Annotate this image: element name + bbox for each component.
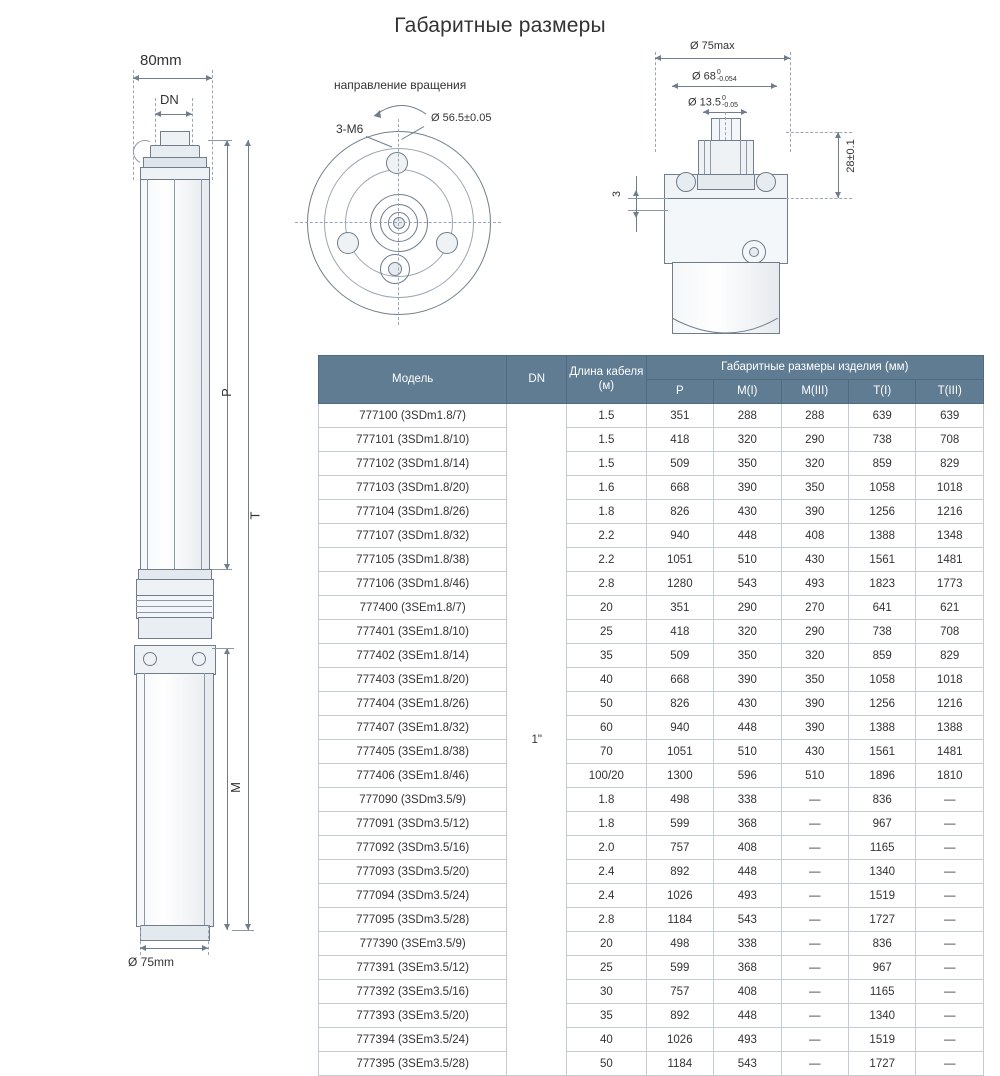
cell-p: 1280 bbox=[646, 572, 713, 596]
table-row bbox=[319, 620, 984, 644]
cell-p: 940 bbox=[646, 524, 713, 548]
cell-model: 777106 (3SDm1.8/46) bbox=[319, 572, 507, 596]
cell-mi: 408 bbox=[714, 836, 781, 860]
cell-mi: 368 bbox=[714, 956, 781, 980]
table-row bbox=[319, 668, 984, 692]
cell-cable: 25 bbox=[567, 620, 646, 644]
cell-model: 777391 (3SEm3.5/12) bbox=[319, 956, 507, 980]
cell-model: 777406 (3SEm1.8/46) bbox=[319, 764, 507, 788]
cell-ti: 1388 bbox=[848, 716, 915, 740]
table-row bbox=[319, 452, 984, 476]
cell-miii: — bbox=[781, 1028, 848, 1052]
cell-p: 498 bbox=[646, 932, 713, 956]
cell-tiii: 829 bbox=[916, 644, 984, 668]
cell-miii: 408 bbox=[781, 524, 848, 548]
cell-mi: 320 bbox=[714, 620, 781, 644]
cell-p: 1184 bbox=[646, 1052, 713, 1076]
cell-miii: — bbox=[781, 908, 848, 932]
table-row bbox=[319, 764, 984, 788]
cell-model: 777405 (3SEm1.8/38) bbox=[319, 740, 507, 764]
cell-ti: 859 bbox=[848, 644, 915, 668]
cell-p: 940 bbox=[646, 716, 713, 740]
cell-mi: 510 bbox=[714, 740, 781, 764]
cell-model: 777402 (3SEm1.8/14) bbox=[319, 644, 507, 668]
cell-p: 509 bbox=[646, 644, 713, 668]
cell-cable: 30 bbox=[567, 980, 646, 1004]
cell-model: 777093 (3SDm3.5/20) bbox=[319, 860, 507, 884]
cell-tiii: — bbox=[916, 956, 984, 980]
cell-cable: 1.5 bbox=[567, 452, 646, 476]
cell-cable: 35 bbox=[567, 1004, 646, 1028]
bolt-left bbox=[676, 172, 696, 192]
cell-tiii: — bbox=[916, 884, 984, 908]
cell-tiii: — bbox=[916, 860, 984, 884]
cell-p: 1051 bbox=[646, 548, 713, 572]
cell-tiii: — bbox=[916, 980, 984, 1004]
cell-tiii: 1773 bbox=[916, 572, 984, 596]
cell-ti: 738 bbox=[848, 620, 915, 644]
cell-model: 777090 (3SDm3.5/9) bbox=[319, 788, 507, 812]
diam-135-label: Ø 13.5 bbox=[688, 96, 722, 109]
cell-p: 892 bbox=[646, 1004, 713, 1028]
cell-p: 509 bbox=[646, 452, 713, 476]
cell-cable: 1.5 bbox=[567, 404, 646, 428]
cell-cable: 2.4 bbox=[567, 860, 646, 884]
cell-p: 351 bbox=[646, 404, 713, 428]
cell-ti: 1561 bbox=[848, 548, 915, 572]
table-row bbox=[319, 860, 984, 884]
cell-ti: 1519 bbox=[848, 884, 915, 908]
cell-p: 418 bbox=[646, 620, 713, 644]
cell-cable: 2.8 bbox=[567, 908, 646, 932]
header-miii: M(III) bbox=[781, 380, 848, 404]
cell-mi: 543 bbox=[714, 572, 781, 596]
cell-model: 777395 (3SEm3.5/28) bbox=[319, 1052, 507, 1076]
cell-ti: 1165 bbox=[848, 836, 915, 860]
cell-mi: 448 bbox=[714, 524, 781, 548]
cell-model: 777103 (3SDm1.8/20) bbox=[319, 476, 507, 500]
cell-cable: 40 bbox=[567, 668, 646, 692]
diam-135-tol-lower: -0.05 bbox=[722, 102, 738, 110]
cell-ti: 859 bbox=[848, 452, 915, 476]
cell-model: 777404 (3SEm1.8/26) bbox=[319, 692, 507, 716]
cell-miii: — bbox=[781, 1052, 848, 1076]
cell-ti: 1823 bbox=[848, 572, 915, 596]
table-row bbox=[319, 1028, 984, 1052]
table-row bbox=[319, 476, 984, 500]
diam-68-label: Ø 68 bbox=[692, 70, 716, 83]
cell-miii: — bbox=[781, 1004, 848, 1028]
bolt-circle-label: Ø 56.5±0.05 bbox=[431, 112, 492, 124]
dim-p-label: P bbox=[218, 388, 234, 397]
cell-cable: 50 bbox=[567, 692, 646, 716]
cell-tiii: — bbox=[916, 908, 984, 932]
cell-miii: 350 bbox=[781, 476, 848, 500]
table-body bbox=[319, 404, 984, 1076]
cell-tiii: 1810 bbox=[916, 764, 984, 788]
cell-p: 418 bbox=[646, 428, 713, 452]
cell-p: 1051 bbox=[646, 740, 713, 764]
cell-cable: 2.2 bbox=[567, 548, 646, 572]
table-row bbox=[319, 740, 984, 764]
cell-p: 668 bbox=[646, 668, 713, 692]
cell-miii: 320 bbox=[781, 644, 848, 668]
rotation-direction-label: направление вращения bbox=[334, 78, 467, 92]
diam-68-tol-upper: 0 bbox=[716, 69, 721, 76]
cell-cable: 1.8 bbox=[567, 812, 646, 836]
cell-cable: 60 bbox=[567, 716, 646, 740]
cell-miii: 288 bbox=[781, 404, 848, 428]
table-row bbox=[319, 428, 984, 452]
cell-p: 599 bbox=[646, 956, 713, 980]
table-row bbox=[319, 932, 984, 956]
table-row bbox=[319, 572, 984, 596]
cell-miii: — bbox=[781, 788, 848, 812]
cell-miii: 270 bbox=[781, 596, 848, 620]
cell-model: 777392 (3SEm3.5/16) bbox=[319, 980, 507, 1004]
cell-tiii: 708 bbox=[916, 428, 984, 452]
cell-ti: 1727 bbox=[848, 908, 915, 932]
cell-cable: 2.0 bbox=[567, 836, 646, 860]
cell-ti: 1058 bbox=[848, 476, 915, 500]
cell-model: 777401 (3SEm1.8/10) bbox=[319, 620, 507, 644]
cell-mi: 338 bbox=[714, 788, 781, 812]
header-mi: M(I) bbox=[714, 380, 781, 404]
cell-mi: 448 bbox=[714, 1004, 781, 1028]
bottom-diameter-label: Ø 75mm bbox=[128, 955, 175, 969]
cell-miii: 510 bbox=[781, 764, 848, 788]
cell-miii: — bbox=[781, 812, 848, 836]
cell-tiii: 1388 bbox=[916, 716, 984, 740]
table-row bbox=[319, 836, 984, 860]
cell-model: 777390 (3SEm3.5/9) bbox=[319, 932, 507, 956]
cell-p: 757 bbox=[646, 980, 713, 1004]
table-row bbox=[319, 884, 984, 908]
cell-mi: 543 bbox=[714, 1052, 781, 1076]
header-p: P bbox=[646, 380, 713, 404]
width-label: 80mm bbox=[140, 52, 182, 69]
cell-model: 777400 (3SEm1.8/7) bbox=[319, 596, 507, 620]
dim-m-label: M bbox=[227, 782, 243, 793]
cell-cable: 1.8 bbox=[567, 500, 646, 524]
cell-ti: 1256 bbox=[848, 692, 915, 716]
table-row bbox=[319, 692, 984, 716]
cell-tiii: 639 bbox=[916, 404, 984, 428]
cell-ti: 1519 bbox=[848, 1028, 915, 1052]
cell-cable: 1.6 bbox=[567, 476, 646, 500]
cell-cable: 100/20 bbox=[567, 764, 646, 788]
cell-model: 777105 (3SDm1.8/38) bbox=[319, 548, 507, 572]
cell-miii: 390 bbox=[781, 692, 848, 716]
bolts-label: 3-M6 bbox=[336, 122, 364, 136]
cell-p: 351 bbox=[646, 596, 713, 620]
cell-tiii: — bbox=[916, 1028, 984, 1052]
table-row bbox=[319, 716, 984, 740]
cell-cable: 20 bbox=[567, 596, 646, 620]
cell-mi: 430 bbox=[714, 500, 781, 524]
cell-tiii: 1216 bbox=[916, 500, 984, 524]
cell-miii: 290 bbox=[781, 620, 848, 644]
cell-miii: — bbox=[781, 932, 848, 956]
cell-model: 777394 (3SEm3.5/24) bbox=[319, 1028, 507, 1052]
cell-miii: 390 bbox=[781, 500, 848, 524]
cell-ti: 1058 bbox=[848, 668, 915, 692]
cell-mi: 448 bbox=[714, 716, 781, 740]
cell-tiii: — bbox=[916, 788, 984, 812]
cell-mi: 288 bbox=[714, 404, 781, 428]
cell-mi: 320 bbox=[714, 428, 781, 452]
cell-miii: — bbox=[781, 884, 848, 908]
cell-ti: 1165 bbox=[848, 980, 915, 1004]
cell-miii: — bbox=[781, 860, 848, 884]
cell-model: 777094 (3SDm3.5/24) bbox=[319, 884, 507, 908]
cell-miii: 320 bbox=[781, 452, 848, 476]
cell-tiii: 1481 bbox=[916, 740, 984, 764]
pump-stack-body bbox=[140, 179, 210, 571]
cell-miii: — bbox=[781, 956, 848, 980]
cell-miii: 290 bbox=[781, 428, 848, 452]
cell-mi: 368 bbox=[714, 812, 781, 836]
header-ti: T(I) bbox=[848, 380, 915, 404]
header-cable-length: Длина кабеля (м) bbox=[567, 356, 646, 404]
cell-ti: 1896 bbox=[848, 764, 915, 788]
cell-tiii: — bbox=[916, 1004, 984, 1028]
cell-tiii: — bbox=[916, 836, 984, 860]
cell-p: 1300 bbox=[646, 764, 713, 788]
cell-miii: — bbox=[781, 836, 848, 860]
cell-tiii: 1216 bbox=[916, 692, 984, 716]
cell-cable: 2.4 bbox=[567, 884, 646, 908]
cell-miii: 350 bbox=[781, 668, 848, 692]
cell-cable: 50 bbox=[567, 1052, 646, 1076]
table-row bbox=[319, 1004, 984, 1028]
cell-ti: 1340 bbox=[848, 1004, 915, 1028]
cell-mi: 350 bbox=[714, 452, 781, 476]
dim-3-label: 3 bbox=[611, 190, 624, 198]
table-row bbox=[319, 812, 984, 836]
table-row bbox=[319, 500, 984, 524]
motor-housing bbox=[664, 198, 788, 264]
diam-135-tol-upper: 0 bbox=[722, 95, 726, 102]
motor-body bbox=[136, 673, 214, 927]
cell-mi: 493 bbox=[714, 1028, 781, 1052]
cell-model: 777393 (3SEm3.5/20) bbox=[319, 1004, 507, 1028]
cell-tiii: 1018 bbox=[916, 476, 984, 500]
cell-ti: 1561 bbox=[848, 740, 915, 764]
cell-model: 777104 (3SDm1.8/26) bbox=[319, 500, 507, 524]
dim-t-label: T bbox=[247, 511, 263, 520]
cell-mi: 596 bbox=[714, 764, 781, 788]
cell-ti: 1388 bbox=[848, 524, 915, 548]
dn-label: DN bbox=[160, 92, 179, 107]
header-tiii: T(III) bbox=[916, 380, 984, 404]
cell-mi: 390 bbox=[714, 476, 781, 500]
cell-tiii: 1481 bbox=[916, 548, 984, 572]
cell-miii: 390 bbox=[781, 716, 848, 740]
diam-68-tol-lower: -0.054 bbox=[716, 76, 737, 84]
table-row bbox=[319, 548, 984, 572]
table-row bbox=[319, 644, 984, 668]
cell-p: 826 bbox=[646, 692, 713, 716]
cell-ti: 1256 bbox=[848, 500, 915, 524]
cell-miii: 430 bbox=[781, 740, 848, 764]
cell-mi: 543 bbox=[714, 908, 781, 932]
cell-miii: 430 bbox=[781, 548, 848, 572]
cell-model: 777100 (3SDm1.8/7) bbox=[319, 404, 507, 428]
cell-tiii: 1018 bbox=[916, 668, 984, 692]
cell-mi: 430 bbox=[714, 692, 781, 716]
table-row bbox=[319, 596, 984, 620]
cell-ti: 836 bbox=[848, 788, 915, 812]
cell-mi: 510 bbox=[714, 548, 781, 572]
cell-cable: 40 bbox=[567, 1028, 646, 1052]
cell-mi: 338 bbox=[714, 932, 781, 956]
cell-p: 1184 bbox=[646, 908, 713, 932]
header-overall-dimensions: Габаритные размеры изделия (мм) bbox=[646, 356, 983, 380]
cell-tiii: — bbox=[916, 932, 984, 956]
cell-tiii: 829 bbox=[916, 452, 984, 476]
diam-max-label: Ø 75max bbox=[690, 40, 735, 52]
cell-ti: 836 bbox=[848, 932, 915, 956]
table-row bbox=[319, 1052, 984, 1076]
cell-mi: 390 bbox=[714, 668, 781, 692]
cell-model: 777092 (3SDm3.5/16) bbox=[319, 836, 507, 860]
bolt-hole-right bbox=[436, 232, 458, 254]
cell-ti: 738 bbox=[848, 428, 915, 452]
header-dn: DN bbox=[507, 356, 567, 404]
cell-model: 777102 (3SDm1.8/14) bbox=[319, 452, 507, 476]
table-row bbox=[319, 956, 984, 980]
cell-p: 892 bbox=[646, 860, 713, 884]
bolt-hole-left bbox=[337, 232, 359, 254]
cell-mi: 290 bbox=[714, 596, 781, 620]
cell-mi: 408 bbox=[714, 980, 781, 1004]
cell-p: 826 bbox=[646, 500, 713, 524]
cell-tiii: 1348 bbox=[916, 524, 984, 548]
cell-ti: 641 bbox=[848, 596, 915, 620]
cell-model: 777095 (3SDm3.5/28) bbox=[319, 908, 507, 932]
cell-ti: 967 bbox=[848, 956, 915, 980]
cell-cable: 1.8 bbox=[567, 788, 646, 812]
cell-tiii: 708 bbox=[916, 620, 984, 644]
cell-cable: 25 bbox=[567, 956, 646, 980]
table-row bbox=[319, 908, 984, 932]
cell-p: 668 bbox=[646, 476, 713, 500]
cell-tiii: — bbox=[916, 1052, 984, 1076]
table-row bbox=[319, 404, 984, 428]
cell-cable: 35 bbox=[567, 644, 646, 668]
bolt-hole-top bbox=[386, 152, 408, 174]
header-model: Модель bbox=[319, 356, 507, 404]
cell-mi: 493 bbox=[714, 884, 781, 908]
cell-dn: 1" bbox=[507, 404, 567, 1076]
cell-ti: 1340 bbox=[848, 860, 915, 884]
dimensions-table bbox=[318, 355, 984, 1076]
cell-cable: 1.5 bbox=[567, 428, 646, 452]
cell-model: 777407 (3SEm1.8/32) bbox=[319, 716, 507, 740]
table-header bbox=[319, 356, 984, 404]
cell-cable: 20 bbox=[567, 932, 646, 956]
cell-model: 777101 (3SDm1.8/10) bbox=[319, 428, 507, 452]
cell-p: 1026 bbox=[646, 1028, 713, 1052]
cell-model: 777403 (3SEm1.8/20) bbox=[319, 668, 507, 692]
dim-28-label: 28±0.1 bbox=[844, 139, 857, 173]
cell-ti: 967 bbox=[848, 812, 915, 836]
table-row bbox=[319, 524, 984, 548]
cell-mi: 350 bbox=[714, 644, 781, 668]
cell-tiii: — bbox=[916, 812, 984, 836]
cell-model: 777091 (3SDm3.5/12) bbox=[319, 812, 507, 836]
cell-ti: 1727 bbox=[848, 1052, 915, 1076]
cell-p: 498 bbox=[646, 788, 713, 812]
cell-p: 599 bbox=[646, 812, 713, 836]
page-title: Габаритные размеры bbox=[394, 14, 606, 37]
table-row bbox=[319, 788, 984, 812]
cell-miii: — bbox=[781, 980, 848, 1004]
cell-cable: 70 bbox=[567, 740, 646, 764]
cell-cable: 2.8 bbox=[567, 572, 646, 596]
cell-miii: 493 bbox=[781, 572, 848, 596]
cell-p: 1026 bbox=[646, 884, 713, 908]
bolt-right bbox=[756, 172, 776, 192]
cell-model: 777107 (3SDm1.8/32) bbox=[319, 524, 507, 548]
cell-mi: 448 bbox=[714, 860, 781, 884]
cell-tiii: 621 bbox=[916, 596, 984, 620]
cell-ti: 639 bbox=[848, 404, 915, 428]
cell-cable: 2.2 bbox=[567, 524, 646, 548]
cell-p: 757 bbox=[646, 836, 713, 860]
